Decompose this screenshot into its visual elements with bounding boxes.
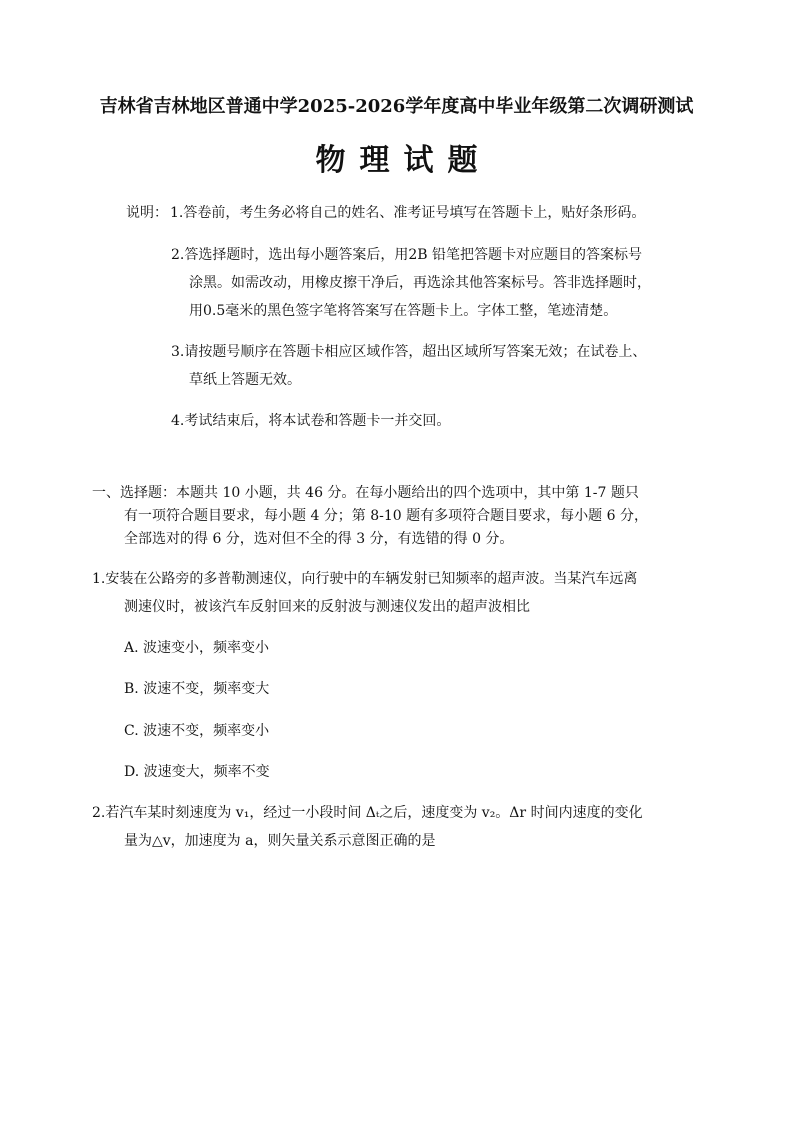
- question-1-option-a: A. 波速变小，频率变小: [124, 640, 270, 656]
- instructions-label: 说明：: [126, 205, 168, 221]
- question-2-stem-line-2: 量为△v，加速度为 a，则矢量关系示意图正确的是: [124, 833, 436, 849]
- exam-header: 吉林省吉林地区普通中学2025-2026学年度高中毕业年级第二次调研测试: [99, 96, 694, 117]
- instruction-item-3-line-2: 草纸上答题无效。: [189, 372, 301, 388]
- question-1-stem-line-1: 1.安装在公路旁的多普勒测速仪，向行驶中的车辆发射已知频率的超声波。当某汽车远离: [92, 571, 638, 587]
- question-1-option-d: D. 波速变大，频率不变: [124, 764, 270, 780]
- question-1-stem-line-2: 测速仪时，被该汽车反射回来的反射波与测速仪发出的超声波相比: [124, 599, 530, 615]
- question-2-stem-line-1: 2.若汽车某时刻速度为 v₁，经过一小段时间 Δₜ之后，速度变为 v₂。Δr 时间内速度的变化: [92, 805, 643, 821]
- instruction-item-2-line-3: 用0.5毫米的黑色签字笔将答案写在答题卡上。字体工整，笔迹清楚。: [189, 303, 618, 319]
- section-1-heading-line-1: 一、选择题：本题共 10 小题，共 46 分。在每小题给出的四个选项中，其中第 1-7 题只: [92, 485, 639, 501]
- section-1-heading-line-2: 有一项符合题目要求，每小题 4 分；第 8-10 题有多项符合题目要求，每小题 6 分，: [124, 508, 648, 524]
- instruction-item-3-line-1: 3.请按题号顺序在答题卡相应区域作答，超出区域所写答案无效；在试卷上、: [171, 344, 647, 360]
- question-1-option-b: B. 波速不变，频率变大: [124, 681, 270, 697]
- instruction-item-1: 1.答卷前，考生务必将自己的姓名、准考证号填写在答题卡上，贴好条形码。: [170, 205, 646, 221]
- instruction-item-4: 4.考试结束后，将本试卷和答题卡一并交回。: [171, 413, 451, 429]
- exam-title: 物理试题: [315, 143, 492, 178]
- instruction-item-2-line-1: 2.答选择题时，选出每小题答案后，用2B 铅笔把答题卡对应题目的答案标号: [171, 247, 643, 263]
- instruction-item-2-line-2: 涂黑。如需改动，用橡皮擦干净后，再选涂其他答案标号。答非选择题时，: [189, 275, 651, 291]
- section-1-heading-line-3: 全部选对的得 6 分，选对但不全的得 3 分，有选错的得 0 分。: [124, 531, 514, 547]
- question-1-option-c: C. 波速不变，频率变小: [124, 723, 270, 739]
